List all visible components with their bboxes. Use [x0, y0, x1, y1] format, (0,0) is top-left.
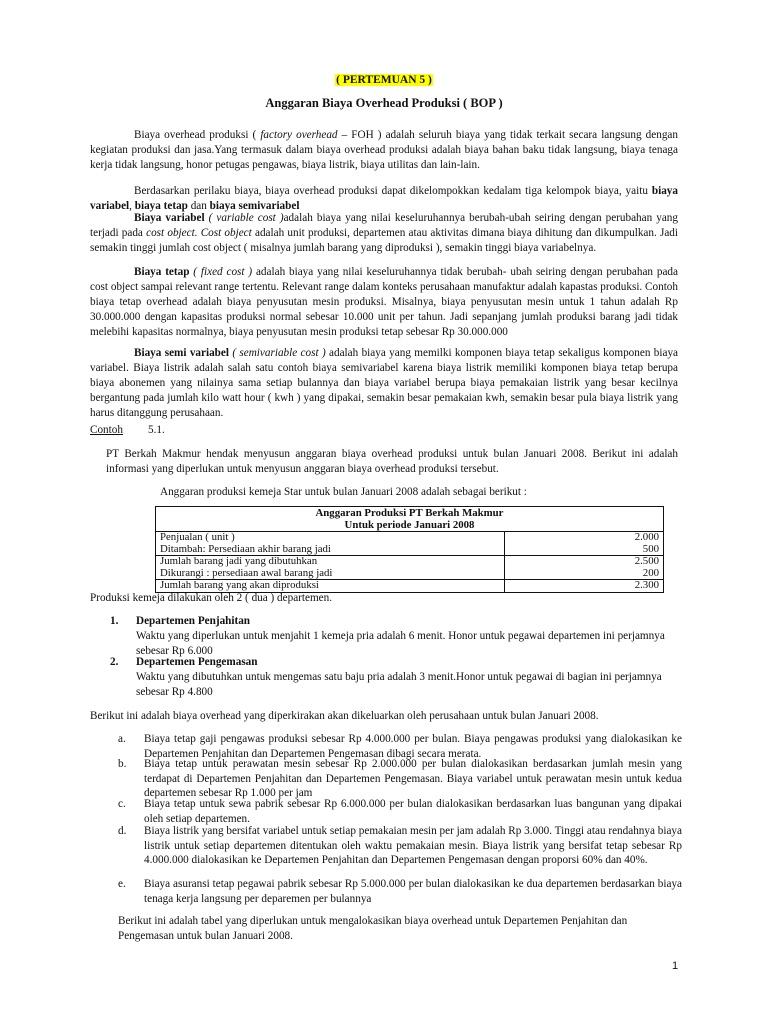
- list-item: c. Biaya tetap untuk sewa pabrik sebesar Rp 6.000.000 per bulan dialokasikan berdasarkan luas bangunan yang dipakai oleh setiap departemen.: [118, 798, 682, 825]
- department-text: Waktu yang diperlukan untuk menjahit 1 kemeja pria adalah 6 menit. Honor untuk pegawai departemen ini perjamnya sebesar Rp 6.000: [136, 630, 665, 657]
- row-label: Jumlah barang yang akan diproduksi: [156, 580, 505, 593]
- paragraph-variable-cost: Biaya variabel ( variable cost )adalah biaya yang nilai keseluruhannya berubah-ubah seiring dengan perubahan yang terjadi pada cost object. Cost object adalah unit produksi, departemen atau aktivitas dimana biaya dihitung dan dikumpulkan. Jadi semakin tinggi jumlah cost object ( misalnya jumlah barang yang diproduksi ), semakin tinggi biaya variabelnya.: [90, 212, 678, 254]
- department-heading: 1. Departemen Penjahitan: [110, 615, 251, 627]
- paragraph-fixed-cost: Biaya tetap ( fixed cost ) adalah biaya yang nilai keseluruhannya tidak berubah- ubah seiring dengan perubahan pada cost object sampai relevant range tertentu. Relevant range dalam konteks perusahaan manufaktur adalah kapastas produksi. Contoh biaya tetap overhead adalah biaya penyusutan mesin produksi. Misalnya, biaya penyusutan mesin untuk 1 tahun adalah Rp 30.000.000 dengan kapasitas produksi normal sebesar 10.000 unit per tahun. Jadi sepanjang jumlah produksi barang jadi tidak melebihi kapasitas normalnya, biaya penyusutan mesin produksi tetap sebesar Rp 30.000.000: [90, 266, 678, 338]
- paragraph-semivariable-cost: Biaya semi variabel ( semivariable cost ) adalah biaya yang memilki komponen biaya tetap sekaligus komponen biaya variabel. Biaya listrik adalah salah satu contoh biaya semivariabel karena biaya listrik memiliki komponen biaya tetap berupa biaya abonemen yang nilainya sama setiap bulannya dan biaya variabel berupa biaya pemakaian listrik yang besar kecilnya bergantung pada jumlah kilo watt hour ( kwh ) yang dipakai, semakin besar pemakaian kwh, semakin besar pula biaya listrik yang harus ditanggung perusahaan.: [90, 347, 679, 419]
- example-number: 5.1.: [148, 424, 165, 436]
- table-row: [156, 568, 664, 580]
- row-label: Dikurangi : persediaan awal barang jadi: [156, 568, 505, 580]
- table-row: [156, 556, 664, 568]
- row-label: Jumlah barang jadi yang dibutuhkan: [156, 556, 505, 568]
- table-title: Anggaran Produksi PT Berkah Makmur: [156, 507, 664, 520]
- overhead-intro: Berikut ini adalah biaya overhead yang diperkirakan akan dikeluarkan oleh perusahaan untuk bulan Januari 2008.: [90, 710, 599, 722]
- departments-intro: Produksi kemeja dilakukan oleh 2 ( dua ) departemen.: [90, 592, 333, 604]
- table-intro: Anggaran produksi kemeja Star untuk bulan Januari 2008 adalah sebagai berikut :: [160, 486, 527, 498]
- page-number: 1: [672, 960, 679, 972]
- list-item: a. Biaya tetap gaji pengawas produksi sebesar Rp 4.000.000 per bulan. Biaya pengawas produksi yang dialokasikan ke Departemen Penjahitan dan Departemen Pengemasan dibagi secara merata.: [118, 733, 682, 760]
- row-label: Penjualan ( unit ): [156, 532, 505, 544]
- row-value: 2.000: [505, 532, 664, 544]
- meeting-heading: ( PERTEMUAN 5 ): [336, 74, 432, 86]
- table-title-row: [156, 507, 664, 520]
- production-budget-table: [155, 506, 664, 593]
- document-title: Anggaran Biaya Overhead Produksi ( BOP ): [265, 96, 503, 110]
- row-value: 500: [505, 544, 664, 556]
- example-label: Contoh: [90, 424, 123, 436]
- example-text: PT Berkah Makmur hendak menyusun anggaran biaya overhead produksi untuk bulan Januari 2008. Berikut ini adalah informasi yang diperlukan untuk menyusun anggaran biaya overhead produksi tersebut.: [106, 448, 678, 475]
- table-row: [156, 580, 664, 593]
- list-item: d. Biaya listrik yang bersifat variabel untuk setiap pemakaian mesin per jam adalah Rp 3.000. Tinggi atau rendahnya biaya listrik untuk setiap departemen ditentukan oleh waktu pemakaian mesin. Biaya listrik yang bersifat tetap sebesar Rp 4.000.000 dialokasikan ke Departemen Penjahitan dan Departemen Pengemasan dengan proporsi 60% dan 40%.: [118, 825, 682, 866]
- row-value: 200: [505, 568, 664, 580]
- closing-paragraph: Berikut ini adalah tabel yang diperlukan untuk mengalokasikan biaya overhead untuk Departemen Penjahitan dan Pengemasan untuk bulan Januari 2008.: [118, 915, 628, 942]
- department-heading: 2. Departemen Pengemasan: [110, 656, 258, 668]
- paragraph-classification: Berdasarkan perilaku biaya, biaya overhead produksi dapat dikelompokkan kedalam tiga kelompok biaya, yaitu biaya variabel, biaya tetap dan biaya semivariabel: [90, 185, 678, 212]
- table-subtitle: Untuk periode Januari 2008: [156, 520, 664, 532]
- table-row: [156, 532, 664, 544]
- paragraph-definition: Biaya overhead produksi ( factory overhead – FOH ) adalah seluruh biaya yang tidak terkait secara langsung dengan kegiatan produksi dan jasa.Yang termasuk dalam biaya overhead produksi adalah biaya bahan baku tidak langsung, biaya tenaga kerja tidak langsung, honor petugas pengawas, biaya listrik, biaya utilitas dan lain-lain.: [90, 129, 678, 171]
- row-label: Ditambah: Persediaan akhir barang jadi: [156, 544, 505, 556]
- department-text: Waktu yang dibutuhkan untuk mengemas satu baju pria adalah 3 menit.Honor untuk pegawai di bagian ini perjamnya sebesar Rp 4.800: [136, 671, 662, 698]
- row-value: 2.300: [505, 580, 664, 593]
- table-subtitle-row: [156, 520, 664, 532]
- list-item: b. Biaya tetap untuk perawatan mesin sebesar Rp 2.000.000 per bulan dialokasikan berdasarkan jumlah mesin yang terdapat di Departemen Penjahitan dan Departemen Pengemasan. Biaya variabel untuk perawatan mesin untuk kedua departemen sebesar Rp 1.000 per jam: [118, 758, 682, 799]
- list-item: e. Biaya asuransi tetap pegawai pabrik sebesar Rp 5.000.000 per bulan dialokasikan ke dua departemen berdasarkan biaya tenaga kerja langsung per deparemen per bulannya: [118, 878, 682, 905]
- row-value: 2.500: [505, 556, 664, 568]
- table-row: [156, 544, 664, 556]
